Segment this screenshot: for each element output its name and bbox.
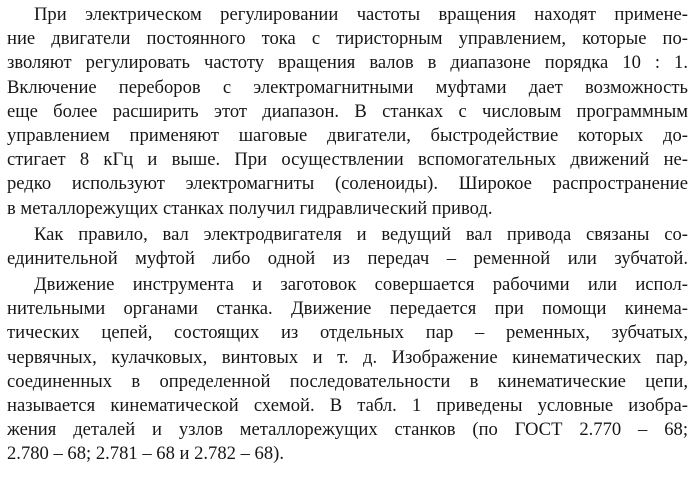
paragraph-kinematic-scheme: [7, 273, 688, 467]
text-line: стигает 8 кГц и выше. При осуществлении вспомогательных движений не-: [7, 149, 688, 171]
text-line: зволяют регулировать частоту вращения валов в диапазоне порядка 10 : 1.: [7, 52, 688, 74]
text-line: Движение инструмента и заготовок совершается рабочими или испол-: [34, 274, 688, 296]
text-line: жения деталей и узлов металлорежущих станков (по ГОСТ 2.770 – 68;: [7, 419, 688, 441]
text-line: соединенных в определенной последовательности в кинематические цепи,: [7, 370, 688, 392]
text-line: единительной муфтой либо одной из передач – ременной или зубчатой.: [7, 247, 688, 269]
paragraph-coupling: [7, 223, 688, 271]
text-line: называется кинематической схемой. В табл. 1 приведены условные изобра-: [7, 395, 688, 416]
text-line: редко используют электромагниты (соленоиды). Широкое распространение: [7, 173, 688, 195]
text-line: червячных, кулачковых, винтовых и т. д. Изображение кинематических пар,: [7, 346, 688, 368]
text-line: 2.780 – 68; 2.781 – 68 и 2.782 – 68).: [7, 443, 284, 465]
text-line: управлением применяют шаговые двигатели, быстродействие которых до-: [7, 124, 688, 146]
text-line: тических цепей, состоящих из отдельных пар – ременных, зубчатых,: [7, 322, 688, 344]
text-line: Включение переборов с электромагнитными муфтами дает возможность: [7, 76, 688, 98]
text-line: еще более расширить этот диапазон. В станках с числовым программным: [7, 100, 688, 122]
text-line: При электрическом регулировании частоты вращения находят примене-: [34, 4, 688, 25]
text-line: Как правило, вал электродвигателя и ведущий вал привода связаны со-: [34, 223, 688, 245]
text-line: ние двигатели постоянного тока с тиристорным управлением, которые по-: [7, 28, 688, 50]
text-line: нительными органами станка. Движение передается при помощи кинема-: [7, 298, 688, 320]
text-line: в металлорежущих станках получил гидравлический привод.: [7, 197, 493, 219]
paragraph-electric-drive: [7, 3, 688, 221]
